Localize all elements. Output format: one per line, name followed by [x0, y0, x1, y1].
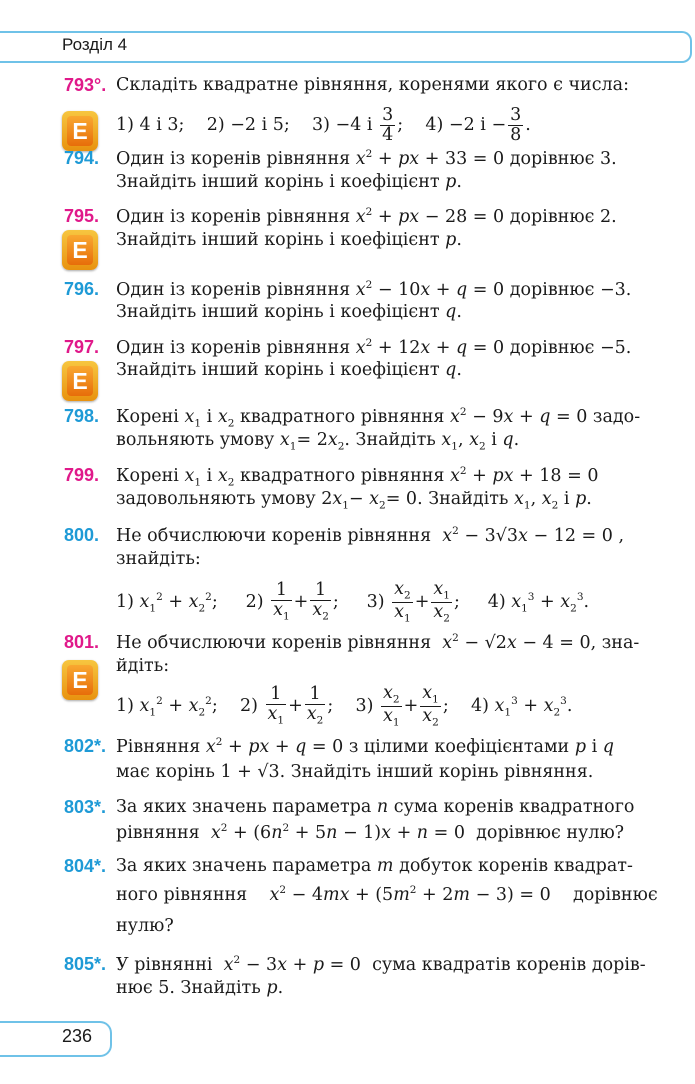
problem-text-line1: Корені $x_1$ і $x_2$ квадратного рівняння $x^2$ + px + 18 = 0: [116, 465, 599, 489]
footer-tab: [0, 1021, 112, 1057]
problem-text-line1: У рівнянні $x^2 - 3x + p = 0$ сума квадратів коренів дорів-: [116, 954, 646, 975]
answer-options: 1) 4 і 3; 2) −2 і 5; 3) −4 і $\frac{3}{4}$ ; 4) −2 і − $\frac{3}{8}$ .: [116, 104, 531, 145]
problem-text-line2: рівняння $x^2 + (6n^2 + 5n - 1)x + n = 0$ дорівнює нулю?: [116, 822, 625, 843]
problem-number: 796.: [64, 279, 100, 299]
problem-text-line2: Знайдіть інший корінь і коефіцієнт p.: [116, 172, 462, 192]
problem-text-line3: нулю?: [116, 916, 174, 936]
problem-text-line1: Не обчислюючи коренів рівняння $x^2 - 3√3x - 12 = 0$ ,: [116, 525, 625, 546]
e-badge-icon: E: [62, 660, 98, 700]
problem-text-line2: Знайдіть інший корінь і коефіцієнт q.: [116, 360, 462, 380]
problem-text-line2: Знайдіть інший корінь і коефіцієнт q.: [116, 302, 462, 322]
problem-text-line1: Один із коренів рівняння $x^2$ + px + 33 = 0 дорівнює 3.: [116, 148, 617, 169]
problem-text-line2: задовольняють умову $2x_1- x_2= 0$. Знайдіть $x_1$, $x_2$ і p.: [116, 489, 592, 512]
page-number: 236: [62, 1026, 93, 1046]
problem-text-line1: За яких значень параметра m добуток коренів квадрат-: [116, 856, 633, 876]
answer-options: 1) $x_1^2 + x_2^2$; 2) $\frac{1}{x_1}$ + $\frac{1}{x_2}$ ; 3) $\frac{x_2}{x_1}$ + $\frac{x_1}{x_2}$ ; 4) $x_1^3 + x_2^3$.: [116, 682, 573, 729]
problem-number: 804*.: [64, 856, 107, 876]
e-badge-icon: E: [62, 361, 98, 401]
problem-number: 805*.: [64, 954, 107, 974]
problem-text-line1: Не обчислюючи коренів рівняння $x^2 - √2x - 4 = 0$, зна-: [116, 632, 640, 653]
problem-text-line2: знайдіть:: [116, 549, 201, 569]
problem-text-line2: Знайдіть інший корінь і коефіцієнт p.: [116, 230, 462, 250]
problem-text-line2: вольняють умову $x_1= 2x_2$. Знайдіть $x_1$, $x_2$ і q.: [116, 430, 520, 453]
problem-number: 801.: [64, 632, 100, 652]
problem-number: 793°.: [64, 75, 107, 95]
problem-text-line1: За яких значень параметра n сума коренів квадратного: [116, 797, 635, 817]
problem-number: 794.: [64, 148, 100, 168]
problem-number: 802*.: [64, 736, 107, 756]
e-badge-icon: E: [62, 230, 98, 270]
problem-text-line1: Один із коренів рівняння $x^2 + 12x + q = 0$ дорівнює −5.: [116, 337, 632, 358]
problem-text: Складіть квадратне рівняння, коренями якого є числа:: [116, 75, 629, 95]
problem-number: 803*.: [64, 797, 107, 817]
problem-text-line2: нює 5. Знайдіть p.: [116, 978, 284, 998]
page-header: [0, 31, 695, 63]
problem-number: 795.: [64, 206, 100, 226]
section-title: Розділ 4: [62, 35, 128, 54]
problem-text-line2: має корінь 1 + √3. Знайдіть інший корінь рівняння.: [116, 762, 594, 782]
problem-text-line2: йдіть:: [116, 656, 170, 676]
answer-options: 1) $x_1^2 + x_2^2$; 2) $\frac{1}{x_1}$ + $\frac{1}{x_2}$ ; 3) $\frac{x_2}{x_1}$ + $\frac{x_1}{x_2}$ ; 4) $x_1^3 + x_2^3$.: [116, 578, 590, 625]
problem-number: 797.: [64, 337, 100, 357]
problem-text-line1: Один із коренів рівняння $x^2 - 10x + q = 0$ дорівнює −3.: [116, 279, 632, 300]
problem-text-line1: Корені $x_1$ і $x_2$ квадратного рівняння $x^2 - 9x + q = 0$ задо-: [116, 406, 641, 430]
problem-text-line1: Один із коренів рівняння $x^2$ + px − 28 = 0 дорівнює 2.: [116, 206, 617, 227]
problem-number: 800.: [64, 525, 100, 545]
problem-text-line2: ного рівняння $x^2 - 4mx + (5m^2 + 2m - 3) = 0$ дорівнює: [116, 884, 658, 905]
problem-number: 798.: [64, 406, 100, 426]
problem-text-line1: Рівняння $x^2$ + px + q = 0 з цілими коефіцієнтами p і q: [116, 736, 614, 757]
problem-number: 799.: [64, 465, 100, 485]
e-badge-icon: E: [62, 111, 98, 151]
